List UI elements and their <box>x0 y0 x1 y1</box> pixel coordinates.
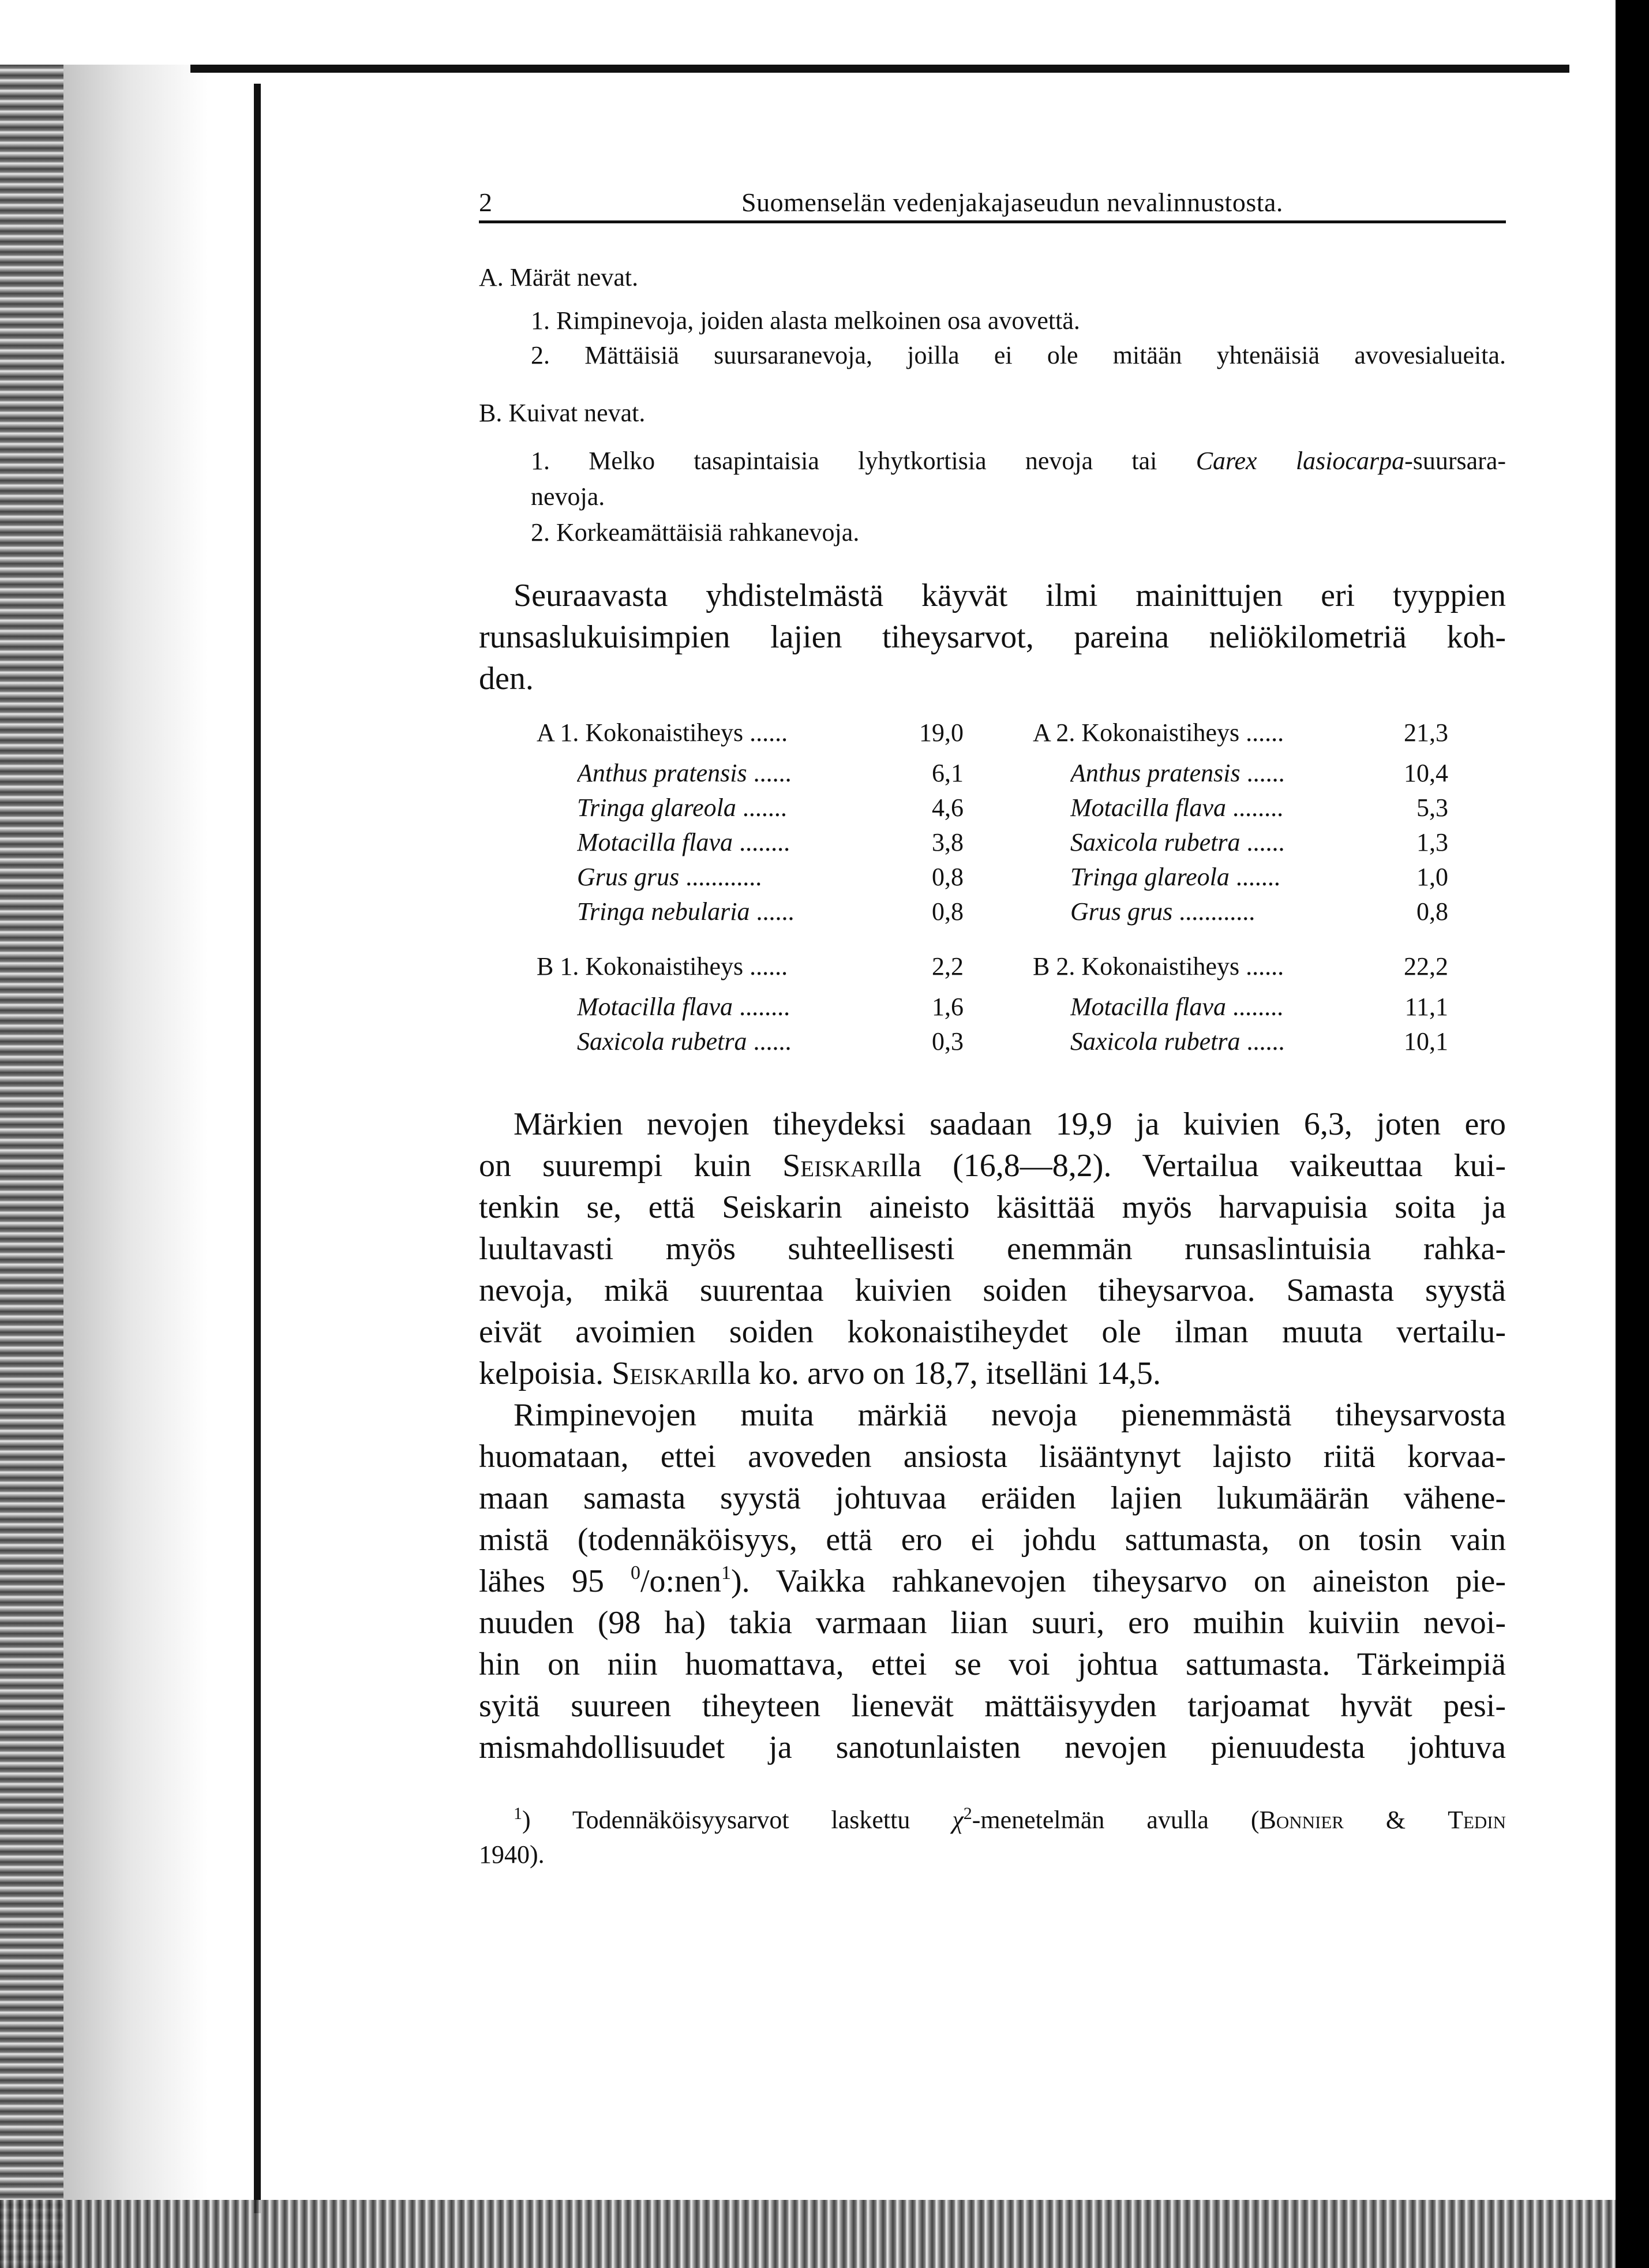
paragraph-line: tenkin se, että Seiskarin aineisto käsittää myös harvapuisia soita ja <box>479 1189 1506 1225</box>
page-number: 2 <box>479 188 492 217</box>
footnote-reference: 1 <box>721 1562 731 1584</box>
species-name: Tringa nebularia ...... <box>577 897 794 926</box>
paragraph-line: nevoja, mikä suurentaa kuivien soiden tiheysarvoa. Samasta syystä <box>479 1273 1506 1308</box>
running-title: Suomenselän vedenjakajaseudun nevalinnustosta. <box>741 188 1283 217</box>
permille-superscript: 0 <box>630 1562 640 1584</box>
species-name: Anthus pratensis ...... <box>1070 759 1285 787</box>
table-total-value: 19,0 <box>919 718 964 747</box>
species-name: Tringa glareola ....... <box>577 794 787 822</box>
table-row <box>577 1024 964 1059</box>
b1-suffix: -suursara- <box>1404 447 1506 475</box>
table-total-value: 22,2 <box>1404 952 1448 980</box>
table-row-total <box>1033 716 1448 750</box>
table-row <box>1070 825 1448 860</box>
paragraph-line: syitä suureen tiheyteen lienevät mättäisyyden tarjoamat hyvät pesi- <box>479 1688 1506 1724</box>
table-row <box>577 860 964 895</box>
footnote-line: $^1$) Todennäköisyysarvot laskettu χ$^2$-menetelmän avulla (Bonnier & Tedin <box>514 1804 1506 1834</box>
author-name: Tedin <box>1448 1806 1506 1834</box>
paragraph-line: maan samasta syystä johtuvaa eräiden lajien lukumäärän vähene- <box>479 1480 1506 1516</box>
paragraph-line: Rimpinevojen muita märkiä nevoja pienemmästä tiheysarvosta <box>514 1397 1506 1433</box>
table-row <box>577 825 964 860</box>
table-row-total <box>537 716 964 750</box>
intro-line-3: den. <box>479 661 534 697</box>
paragraph-line: on suurempi kuin Seiskarilla (16,8—8,2). Vertailua vaikeuttaa kui- <box>479 1148 1506 1184</box>
footnote-line: 1940). <box>479 1840 545 1869</box>
species-name: Saxicola rubetra ...... <box>1070 828 1285 856</box>
table-title: B 1. Kokonaistiheys ...... <box>537 952 788 980</box>
species-name: Motacilla flava ........ <box>577 828 790 856</box>
species-name: Grus grus ............ <box>1070 897 1256 926</box>
intro-line-1: Seuraavasta yhdistelmästä käyvät ilmi mainittujen eri tyyppien <box>514 578 1506 613</box>
b1-text: 1. Melko tasapintaisia lyhytkortisia nevoja tai <box>531 447 1157 475</box>
species-value: 0,3 <box>932 1027 964 1056</box>
species-value: 10,1 <box>1404 1027 1448 1056</box>
species-value: 10,4 <box>1404 759 1448 787</box>
table-row-total <box>1033 949 1448 984</box>
table-row <box>1070 1024 1448 1059</box>
footnote-marker: 1 <box>514 1804 522 1823</box>
table-row <box>577 895 964 929</box>
table-title: B 2. Kokonaistiheys ...... <box>1033 952 1284 980</box>
intro-line-2: runsaslukuisimpien lajien tiheysarvot, pareina neliökilometriä koh- <box>479 619 1506 655</box>
table-total-value: 2,2 <box>932 952 964 980</box>
table-title: A 1. Kokonaistiheys ...... <box>537 718 788 747</box>
species-value: 0,8 <box>932 863 964 891</box>
paragraph-line: luultavasti myös suhteellisesti enemmän runsaslintuisia rahka- <box>479 1231 1506 1267</box>
paragraph-line: kelpoisia. Seiskarilla ko. arvo on 18,7, itselläni 14,5. <box>479 1356 1161 1391</box>
author-name: Seiskari <box>612 1356 719 1391</box>
paragraph-line: mistä (todennäköisyys, että ero ei johdu sattumasta, on tosin vain <box>479 1522 1506 1558</box>
table-row <box>1070 860 1448 895</box>
species-name: Motacilla flava ........ <box>1070 794 1284 822</box>
species-name: Motacilla flava ........ <box>577 993 790 1021</box>
paragraph-line: huomataan, ettei avoveden ansiosta lisääntynyt lajisto riitä korvaa- <box>479 1439 1506 1474</box>
species-value: 1,6 <box>932 993 964 1021</box>
species-name: Saxicola rubetra ...... <box>577 1027 792 1056</box>
section-a-item-2: 2. Mättäisiä suursaranevoja, joilla ei ole mitään yhtenäisiä avovesialueita. <box>531 341 1506 369</box>
author-name: Seiskari <box>782 1148 890 1184</box>
species-value: 0,8 <box>932 897 964 926</box>
species-value: 5,3 <box>1416 794 1448 822</box>
paragraph-line: nuuden (98 ha) takia varmaan liian suuri, ero muihin kuiviin nevoi- <box>479 1605 1506 1641</box>
paragraph-line: lähes 95 $^0$/o:nen$^1$). Vaikka rahkanevojen tiheysarvo on aineiston pie- <box>479 1562 1506 1599</box>
paragraph-line: hin on niin huomattava, ettei se voi johtua sattumasta. Tärkeimpiä <box>479 1646 1506 1682</box>
species-name: Grus grus ............ <box>577 863 762 891</box>
species-name: Anthus pratensis ...... <box>577 759 792 787</box>
species-value: 1,0 <box>1416 863 1448 891</box>
table-row <box>1070 990 1448 1024</box>
section-b-heading: B. Kuivat nevat. <box>479 399 646 427</box>
species-name: Tringa glareola ....... <box>1070 863 1280 891</box>
species-name: Motacilla flava ........ <box>1070 993 1284 1021</box>
paragraph-line: Märkien nevojen tiheydeksi saadaan 19,9 ja kuivien 6,3, joten ero <box>514 1106 1506 1142</box>
table-title: A 2. Kokonaistiheys ...... <box>1033 718 1284 747</box>
author-name: Bonnier <box>1259 1806 1344 1834</box>
section-b-item-1-cont: nevoja. <box>531 482 605 511</box>
running-head <box>479 182 1506 223</box>
table-row-total <box>537 949 964 984</box>
table-row <box>577 756 964 791</box>
species-name: Saxicola rubetra ...... <box>1070 1027 1285 1056</box>
species-value: 1,3 <box>1416 828 1448 856</box>
section-b-item-1 <box>531 443 1506 479</box>
species-value: 3,8 <box>932 828 964 856</box>
table-row <box>1070 791 1448 825</box>
species-value: 11,1 <box>1404 993 1448 1021</box>
species-value: 6,1 <box>932 759 964 787</box>
table-row <box>1070 756 1448 791</box>
b1-species: Carex lasiocarpa <box>1195 447 1405 475</box>
paragraph-line: mismahdollisuudet ja sanotunlaisten nevojen pienuudesta johtuva <box>479 1730 1506 1765</box>
section-a-item-1: 1. Rimpinevoja, joiden alasta melkoinen osa avovettä. <box>531 306 1080 335</box>
table-row <box>577 791 964 825</box>
section-a-heading: A. Märät nevat. <box>479 263 639 291</box>
chi-symbol: χ <box>952 1806 964 1834</box>
paragraph-line: eivät avoimien soiden kokonaistiheydet ole ilman muuta vertailu- <box>479 1314 1506 1350</box>
species-value: 0,8 <box>1416 897 1448 926</box>
header-rule <box>479 220 1506 223</box>
table-total-value: 21,3 <box>1404 718 1448 747</box>
section-b-item-2: 2. Korkeamättäisiä rahkanevoja. <box>531 518 860 547</box>
table-row <box>1070 895 1448 929</box>
species-value: 4,6 <box>932 794 964 822</box>
table-row <box>577 990 964 1024</box>
